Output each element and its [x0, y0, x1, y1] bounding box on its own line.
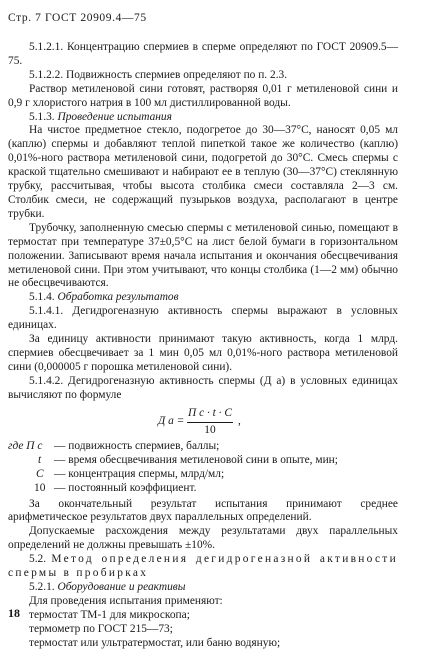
section-title: Обработка результатов [57, 291, 179, 304]
procedure-paragraph-1: На чистое предметное стекло, подогретое до 30—37°С, наносят 0,05 мл (каплю) спермы и добавляют теплой пипеткой такое же количество (каплю) 0,01%-ного раствора метиленовой сини, подогретой до 30°С. Смесь спермы с краской тщательно смешивают и набирают ее в теплую (30—37°С) стеклянную трубку, рассчитывая, чтобы высота столбика смеси составляла 2—3 см. Столбик смеси, не содержащий пузырьков воздуха, располагают в центре трубки. [8, 124, 398, 220]
activity-formula [8, 407, 398, 437]
equipment-intro: Для проведения испытания применяют: [29, 594, 223, 607]
section-title: Проведение испытания [57, 110, 172, 123]
section-number: 5.1.3. [29, 110, 55, 123]
formula-tail: , [238, 414, 241, 427]
section-5-1-3-heading [8, 111, 398, 125]
formula-lhs: Д а = [158, 414, 185, 427]
definition-text: — постоянный коэффициент. [54, 481, 197, 494]
paragraph-5-1-2-2: 5.1.2.2. Подвижность спермиев определяют по п. 2.3. [29, 68, 288, 81]
page-number: 18 [8, 606, 20, 620]
equipment-item: термометр по ГОСТ 215—73; [29, 622, 173, 635]
section-number: 5.1.4. [29, 291, 55, 304]
section-5-2-1-heading [8, 581, 398, 595]
equipment-item: термостат ТМ-1 для микроскопа; [29, 608, 190, 621]
equipment-item: термостат или ультратермостат, или баню водяную; [29, 636, 281, 649]
final-result-paragraph: За окончательный результат испытания принимают среднее арифметическое результатов двух параллельных определений. [8, 497, 398, 524]
formula-denominator: 10 [204, 423, 216, 436]
definition-text: — подвижность спермиев, баллы; [54, 439, 220, 452]
definition-row [8, 454, 398, 468]
definition-symbol: t [38, 453, 42, 466]
tolerance-paragraph: Допускаемые расхождения между результатами двух параллельных определений не должны превышать ±10%. [8, 525, 398, 552]
definition-row [8, 440, 398, 454]
document-body [8, 41, 398, 651]
definition-symbol: где П с [8, 439, 43, 452]
page-header: Стр. 7 ГОСТ 20909.4—75 [8, 12, 147, 24]
section-5-2-heading [8, 553, 398, 581]
definition-symbol: С [36, 467, 44, 480]
section-title: Метод определения дегидрогеназной активности спермы в пробирках [8, 553, 398, 580]
paragraph-5-1-2-1: 5.1.2.1. Концентрацию спермиев в сперме определяют по ГОСТ 20909.5—75. [8, 41, 398, 67]
activity-unit-paragraph: За единицу активности принимают такую активность, когда 1 млрд. спермиев обесцвечивает за 1 мин 0,05 мл 0,01%-ного раствора метиленовой сини (0,000005 г порошка метиленовой сини). [8, 333, 398, 373]
variable-definitions [8, 440, 398, 496]
fraction-bar [187, 422, 233, 423]
definition-text: — концентрация спермы, млрд/мл; [54, 467, 225, 480]
section-title: Оборудование и реактивы [57, 581, 186, 593]
paragraph-5-1-4-1: 5.1.4.1. Дегидрогеназную активность спермы выражают в условных единицах. [8, 305, 398, 332]
definition-row [8, 468, 398, 482]
definition-symbol: 10 [34, 481, 46, 494]
section-number: 5.2. [29, 553, 47, 566]
section-5-1-4-heading [8, 291, 398, 305]
paragraph-5-1-4-2: 5.1.4.2. Дегидрогеназную активность спермы (Д а) в условных единицах вычисляют по формуле [8, 374, 398, 401]
formula-numerator: П с · t · С [188, 406, 232, 419]
section-number: 5.2.1. [29, 581, 55, 593]
procedure-paragraph-2: Трубочку, заполненную смесью спермы с метиленовой синью, помещают в термостат при температуре 37±0,5°С на лист белой бумаги в горизонтальном положении. Записывают время начала испытания и окончания обесцвечивания метиленовой сини. При этом учитывают, что концы столбика (1—2 мм) обычно не обесцвечиваются. [8, 221, 398, 290]
definition-text: — время обесцвечивания метиленовой сини в опыте, мин; [54, 453, 338, 466]
reagent-paragraph: Раствор метиленовой сини готовят, растворяя 0,01 г метиленовой сини и 0,9 г хлористого натрия в 100 мл дистиллированной воды. [8, 82, 398, 109]
definition-row [8, 482, 398, 496]
